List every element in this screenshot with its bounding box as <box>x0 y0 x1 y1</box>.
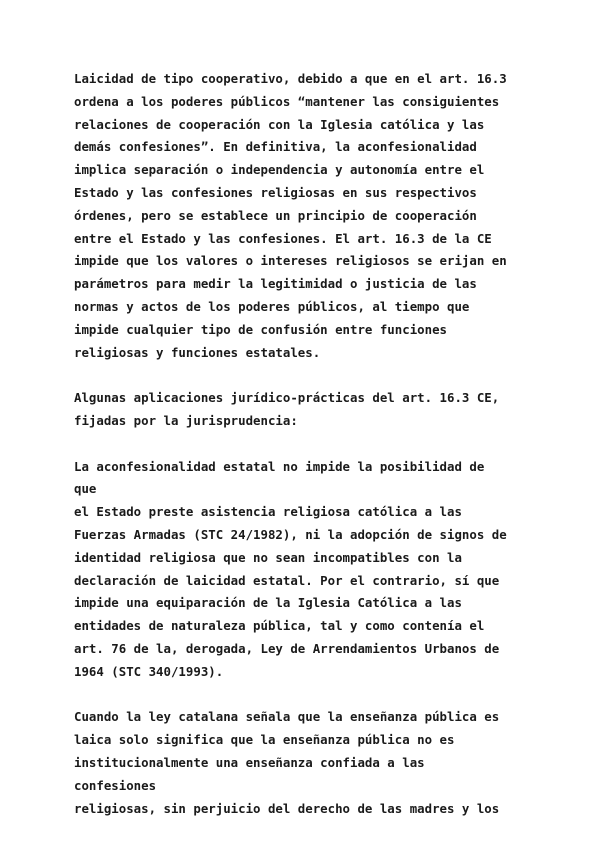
paragraph-laicidad-cooperativa: Laicidad de tipo cooperativo, debido a que en el art. 16.3 ordena a los poderes públicos “mantener las consiguientes relaciones de cooperación con la Iglesia católica y las demás confesiones”. En definitiva, la aconfesionalidad implica separación o independencia y autonomía entre el Estado y las confesiones religiosas en sus respectivos órdenes, pero se establece un principio de cooperación entre el Estado y las confesiones. El art. 16.3 de la CE impide que los valores o intereses religiosos se erijan en parámetros para medir la legitimidad o justicia de las normas y actos de los poderes públicos, al tiempo que impide cualquier tipo de confusión entre funciones religiosas y funciones estatales. <box>74 71 507 360</box>
paragraph-aconfesionalidad-estatal: La aconfesionalidad estatal no impide la posibilidad de que el Estado preste asistencia religiosa católica a las Fuerzas Armadas (STC 24/1982), ni la adopción de signos de identidad religiosa que no sean incompatibles con la declaración de laicidad estatal. Por el contrario, sí que impide una equiparación de la Iglesia Católica a las entidades de naturaleza pública, tal y como contenía el art. 76 de la, derogada, Ley de Arrendamientos Urbanos de 1964 (STC 340/1993). <box>74 458 507 679</box>
paragraph-aplicaciones-heading: Algunas aplicaciones jurídico-prácticas del art. 16.3 CE, fijadas por la jurisprudencia: <box>74 390 500 428</box>
paragraph-ley-catalana: Cuando la ley catalana señala que la enseñanza pública es laica solo significa que la enseñanza pública no es institucionalmente una enseñanza confiada a las confesiones religiosas, sin perjuicio del derecho de las madres y los <box>74 709 500 816</box>
document-page <box>74 68 514 843</box>
